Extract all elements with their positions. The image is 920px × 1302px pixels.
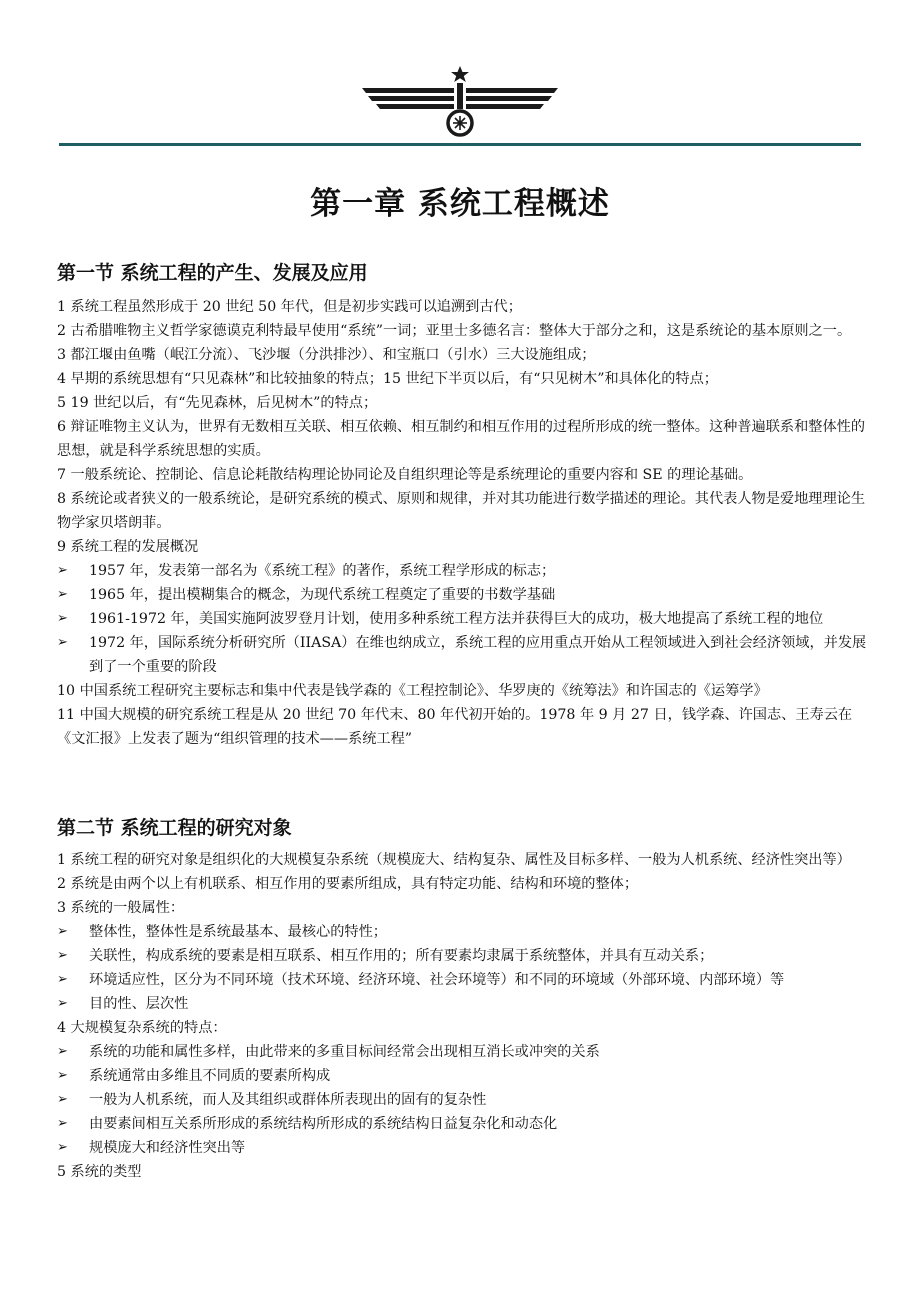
bullet-item: ➢ 规模庞大和经济性突出等 <box>57 1136 867 1160</box>
section-2-heading: 第二节 系统工程的研究对象 <box>57 817 292 839</box>
bullet-arrow-icon: ➢ <box>57 635 68 650</box>
bullet-item: ➢ 关联性，构成系统的要素是相互联系、相互作用的；所有要素均隶属于系统整体，并具有互动关系； <box>57 944 867 968</box>
bullet-arrow-icon: ➢ <box>57 948 68 963</box>
winged-emblem-logo <box>362 66 558 138</box>
list-item: 4 早期的系统思想有“只见森林”和比较抽象的特点；15 世纪下半页以后，有“只见树木”和具体化的特点； <box>57 371 718 387</box>
list-item: 2 古希腊唯物主义哲学家德谟克利特最早使用“系统”一词；亚里士多德名言：整体大于部分之和，这是系统论的基本原则之一。 <box>57 323 852 339</box>
list-item: 2 系统是由两个以上有机联系、相互作用的要素所组成，具有特定功能、结构和环境的整体； <box>57 876 639 892</box>
bullet-item: ➢ 系统的功能和属性多样，由此带来的多重目标间经常会出现相互消长或冲突的关系 <box>57 1040 867 1064</box>
bullet-arrow-icon: ➢ <box>57 563 68 578</box>
bullet-item: ➢ 目的性、层次性 <box>57 992 867 1016</box>
bullet-arrow-icon: ➢ <box>57 611 68 626</box>
bullet-arrow-icon: ➢ <box>57 1068 68 1083</box>
list-item: 1 系统工程虽然形成于 20 世纪 50 年代，但是初步实践可以追溯到古代； <box>57 299 522 315</box>
list-item: 1 系统工程的研究对象是组织化的大规模复杂系统（规模庞大、结构复杂、属性及目标多样、一般为人机系统、经济性突出等） <box>57 852 851 868</box>
list-item: 8 系统论或者狭义的一般系统论，是研究系统的模式、原则和规律，并对其功能进行数学描述的理论。其代表人物是爱地理理论生物学家贝塔朗菲。 <box>57 491 866 531</box>
list-item: 5 系统的类型 <box>57 1164 142 1180</box>
bullet-item: ➢ 1957 年，发表第一部名为《系统工程》的著作，系统工程学形成的标志； <box>57 559 867 583</box>
bullet-item: ➢ 1972 年，国际系统分析研究所（IIASA）在维也纳成立，系统工程的应用重点开始从工程领域进入到社会经济领域，并发展到了一个重要的阶段 <box>57 631 867 679</box>
list-item: 7 一般系统论、控制论、信息论耗散结构理论协同论及自组织理论等是系统理论的重要内容和 SE 的理论基础。 <box>57 467 753 483</box>
chapter-title: 第一章 系统工程概述 <box>310 186 610 222</box>
bullet-item: ➢ 系统通常由多维且不同质的要素所构成 <box>57 1064 867 1088</box>
bullet-arrow-icon: ➢ <box>57 1116 68 1131</box>
list-item: 3 系统的一般属性： <box>57 900 185 916</box>
section-2-body <box>57 848 867 1184</box>
list-item: 9 系统工程的发展概况 <box>57 539 199 555</box>
bullet-arrow-icon: ➢ <box>57 1140 68 1155</box>
bullet-item: ➢ 一般为人机系统，而人及其组织或群体所表现出的固有的复杂性 <box>57 1088 867 1112</box>
list-item: 5 19 世纪以后，有“先见森林，后见树木”的特点； <box>57 395 378 411</box>
section-1-body <box>57 295 867 751</box>
list-item: 4 大规模复杂系统的特点： <box>57 1020 227 1036</box>
list-item: 10 中国系统工程研究主要标志和集中代表是钱学森的《工程控制论》、华罗庚的《统筹法》和许国志的《运筹学》 <box>57 683 768 699</box>
list-item: 3 都江堰由鱼嘴（岷江分流）、飞沙堰（分洪排沙）、和宝瓶口（引水）三大设施组成； <box>57 347 596 363</box>
bullet-item: ➢ 由要素间相互关系所形成的系统结构所形成的系统结构日益复杂化和动态化 <box>57 1112 867 1136</box>
list-item: 6 辩证唯物主义认为，世界有无数相互关联、相互依赖、相互制约和相互作用的过程所形成的统一整体。这种普遍联系和整体性的思想，就是科学系统思想的实质。 <box>57 419 866 459</box>
bullet-item: ➢ 整体性，整体性是系统最基本、最核心的特性； <box>57 920 867 944</box>
bullet-arrow-icon: ➢ <box>57 1092 68 1107</box>
list-item: 11 中国大规模的研究系统工程是从 20 世纪 70 年代末、80 年代初开始的。1978 年 9 月 27 日，钱学森、许国志、王寿云在《文汇报》上发表了题为“组织管理的技术——系统工程” <box>57 707 853 747</box>
section-1-heading: 第一节 系统工程的产生、发展及应用 <box>57 262 368 284</box>
bullet-arrow-icon: ➢ <box>57 972 68 987</box>
bullet-arrow-icon: ➢ <box>57 1044 68 1059</box>
bullet-arrow-icon: ➢ <box>57 587 68 602</box>
bullet-item: ➢ 环境适应性，区分为不同环境（技术环境、经济环境、社会环境等）和不同的环境域（外部环境、内部环境）等 <box>57 968 867 992</box>
bullet-arrow-icon: ➢ <box>57 996 68 1011</box>
bullet-item: ➢ 1961-1972 年，美国实施阿波罗登月计划，使用多种系统工程方法并获得巨大的成功，极大地提高了系统工程的地位 <box>57 607 867 631</box>
bullet-item: ➢ 1965 年，提出模糊集合的概念，为现代系统工程奠定了重要的书数学基础 <box>57 583 867 607</box>
header-rule <box>59 143 861 146</box>
bullet-arrow-icon: ➢ <box>57 924 68 939</box>
